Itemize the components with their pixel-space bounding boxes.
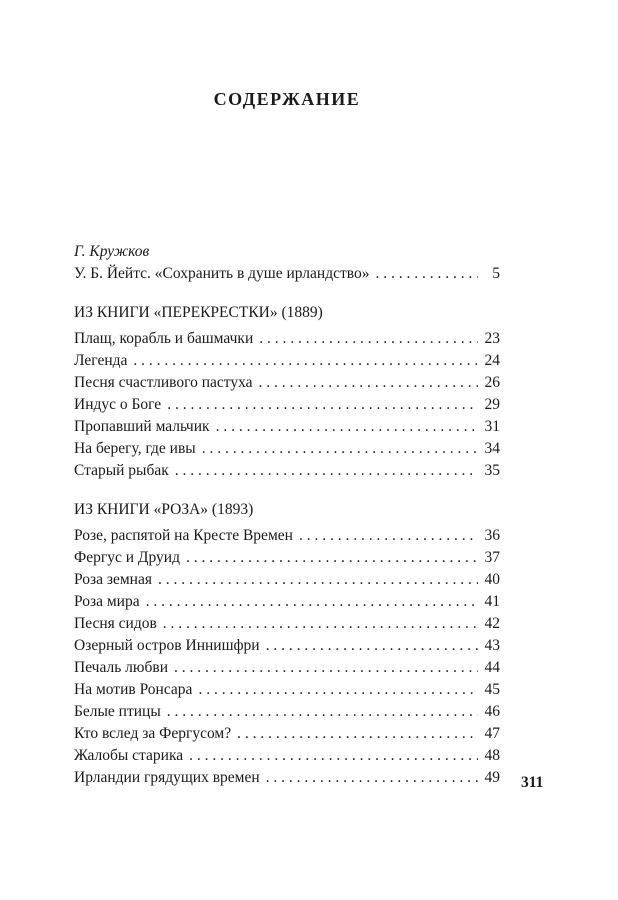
- dot-leader: [146, 591, 478, 613]
- toc-entry-page: 49: [484, 769, 500, 786]
- toc-entry-page: 31: [484, 418, 500, 435]
- folio-page-number: 311: [521, 774, 544, 791]
- toc-entry-title: У. Б. Йейтс. «Сохранить в душе ирландство»: [74, 265, 370, 282]
- toc-entry[interactable]: [74, 328, 500, 350]
- toc-entry[interactable]: [74, 525, 500, 547]
- toc-entry-title: Озерный остров Иннишфри: [74, 637, 260, 654]
- toc-entry-title: Индус о Боге: [74, 396, 162, 413]
- toc-entry[interactable]: [74, 723, 500, 745]
- toc-entry-page: 48: [484, 747, 500, 764]
- dot-leader: [237, 723, 478, 745]
- toc-entry[interactable]: [74, 547, 500, 569]
- toc-entry[interactable]: [74, 635, 500, 657]
- toc-entry-title: Роза земная: [74, 571, 152, 588]
- dot-leader: [167, 701, 478, 723]
- toc-entry-title: Фергус и Друид: [74, 549, 180, 566]
- toc-entry-title: Кто вслед за Фергусом?: [74, 725, 232, 742]
- dot-leader: [198, 679, 478, 701]
- toc-entry-page: 23: [484, 330, 500, 347]
- dot-leader: [299, 525, 478, 547]
- toc-entry-title: Розе, распятой на Кресте Времен: [74, 527, 293, 544]
- toc-entry[interactable]: [74, 372, 500, 394]
- toc-entry-title: На мотив Ронсара: [74, 681, 193, 698]
- toc-entry[interactable]: [74, 745, 500, 767]
- toc-entry-page: 26: [484, 374, 500, 391]
- toc-entry[interactable]: [74, 569, 500, 591]
- toc-entry[interactable]: [74, 438, 500, 460]
- toc-entry-title: Белые птицы: [74, 703, 161, 720]
- toc-entry-title: Плащ, корабль и башмачки: [74, 330, 254, 347]
- toc-entry-title: Ирландии грядущих времен: [74, 769, 260, 786]
- toc-entry[interactable]: [74, 657, 500, 679]
- page-title: СОДЕРЖАНИЕ: [213, 89, 361, 109]
- dot-leader: [167, 394, 478, 416]
- toc-entry-title: Песня счастливого пастуха: [74, 374, 253, 391]
- toc-entry-page: 46: [484, 703, 500, 720]
- dot-leader: [163, 613, 478, 635]
- toc-entry-page: 34: [484, 440, 500, 457]
- intro-author: Г. Кружков: [74, 243, 150, 260]
- toc-entry-title: Пропавший мальчик: [74, 418, 210, 435]
- toc-entry-title: На берегу, где ивы: [74, 440, 196, 457]
- toc-entry-intro[interactable]: [74, 263, 500, 285]
- toc-entry[interactable]: [74, 394, 500, 416]
- table-of-contents: [74, 241, 500, 789]
- toc-entry-page: 40: [484, 571, 500, 588]
- toc-entry[interactable]: [74, 679, 500, 701]
- toc-entry-page: 35: [484, 462, 500, 479]
- dot-leader: [174, 657, 478, 679]
- toc-entry-title: Печаль любви: [74, 659, 168, 676]
- toc-entry-title: Старый рыбак: [74, 462, 169, 479]
- toc-entry[interactable]: [74, 701, 500, 723]
- toc-entry-page: 41: [484, 593, 500, 610]
- toc-entry[interactable]: [74, 613, 500, 635]
- toc-entry-page: 42: [484, 615, 500, 632]
- dot-leader: [158, 569, 478, 591]
- dot-leader: [186, 547, 478, 569]
- section-header-crossways: ИЗ КНИГИ «ПЕРЕКРЕСТКИ» (1889): [74, 304, 323, 321]
- section-header-rose: ИЗ КНИГИ «РОЗА» (1893): [74, 501, 254, 518]
- toc-entry[interactable]: [74, 350, 500, 372]
- toc-entry-page: 45: [484, 681, 500, 698]
- toc-entry-page: 37: [484, 549, 500, 566]
- toc-entry-page: 29: [484, 396, 500, 413]
- dot-leader: [266, 767, 478, 789]
- toc-entry-title: Роза мира: [74, 593, 140, 610]
- dot-leader: [375, 263, 478, 285]
- toc-entry-title: Легенда: [74, 352, 128, 369]
- dot-leader: [216, 416, 478, 438]
- toc-entry[interactable]: [74, 591, 500, 613]
- toc-entry[interactable]: [74, 460, 500, 482]
- dot-leader: [259, 328, 478, 350]
- dot-leader: [259, 372, 478, 394]
- toc-entry-page: 43: [484, 637, 500, 654]
- dot-leader: [133, 350, 478, 372]
- toc-entry-page: 47: [484, 725, 500, 742]
- dot-leader: [202, 438, 478, 460]
- toc-entry-title: Жалобы старика: [74, 747, 184, 764]
- toc-entry[interactable]: [74, 767, 500, 789]
- dot-leader: [266, 635, 478, 657]
- dot-leader: [189, 745, 478, 767]
- dot-leader: [175, 460, 478, 482]
- toc-entry[interactable]: [74, 416, 500, 438]
- toc-entry-page: 5: [492, 265, 500, 282]
- toc-entry-page: 44: [484, 659, 500, 676]
- toc-entry-page: 24: [484, 352, 500, 369]
- toc-entry-page: 36: [484, 527, 500, 544]
- toc-entry-title: Песня сидов: [74, 615, 157, 632]
